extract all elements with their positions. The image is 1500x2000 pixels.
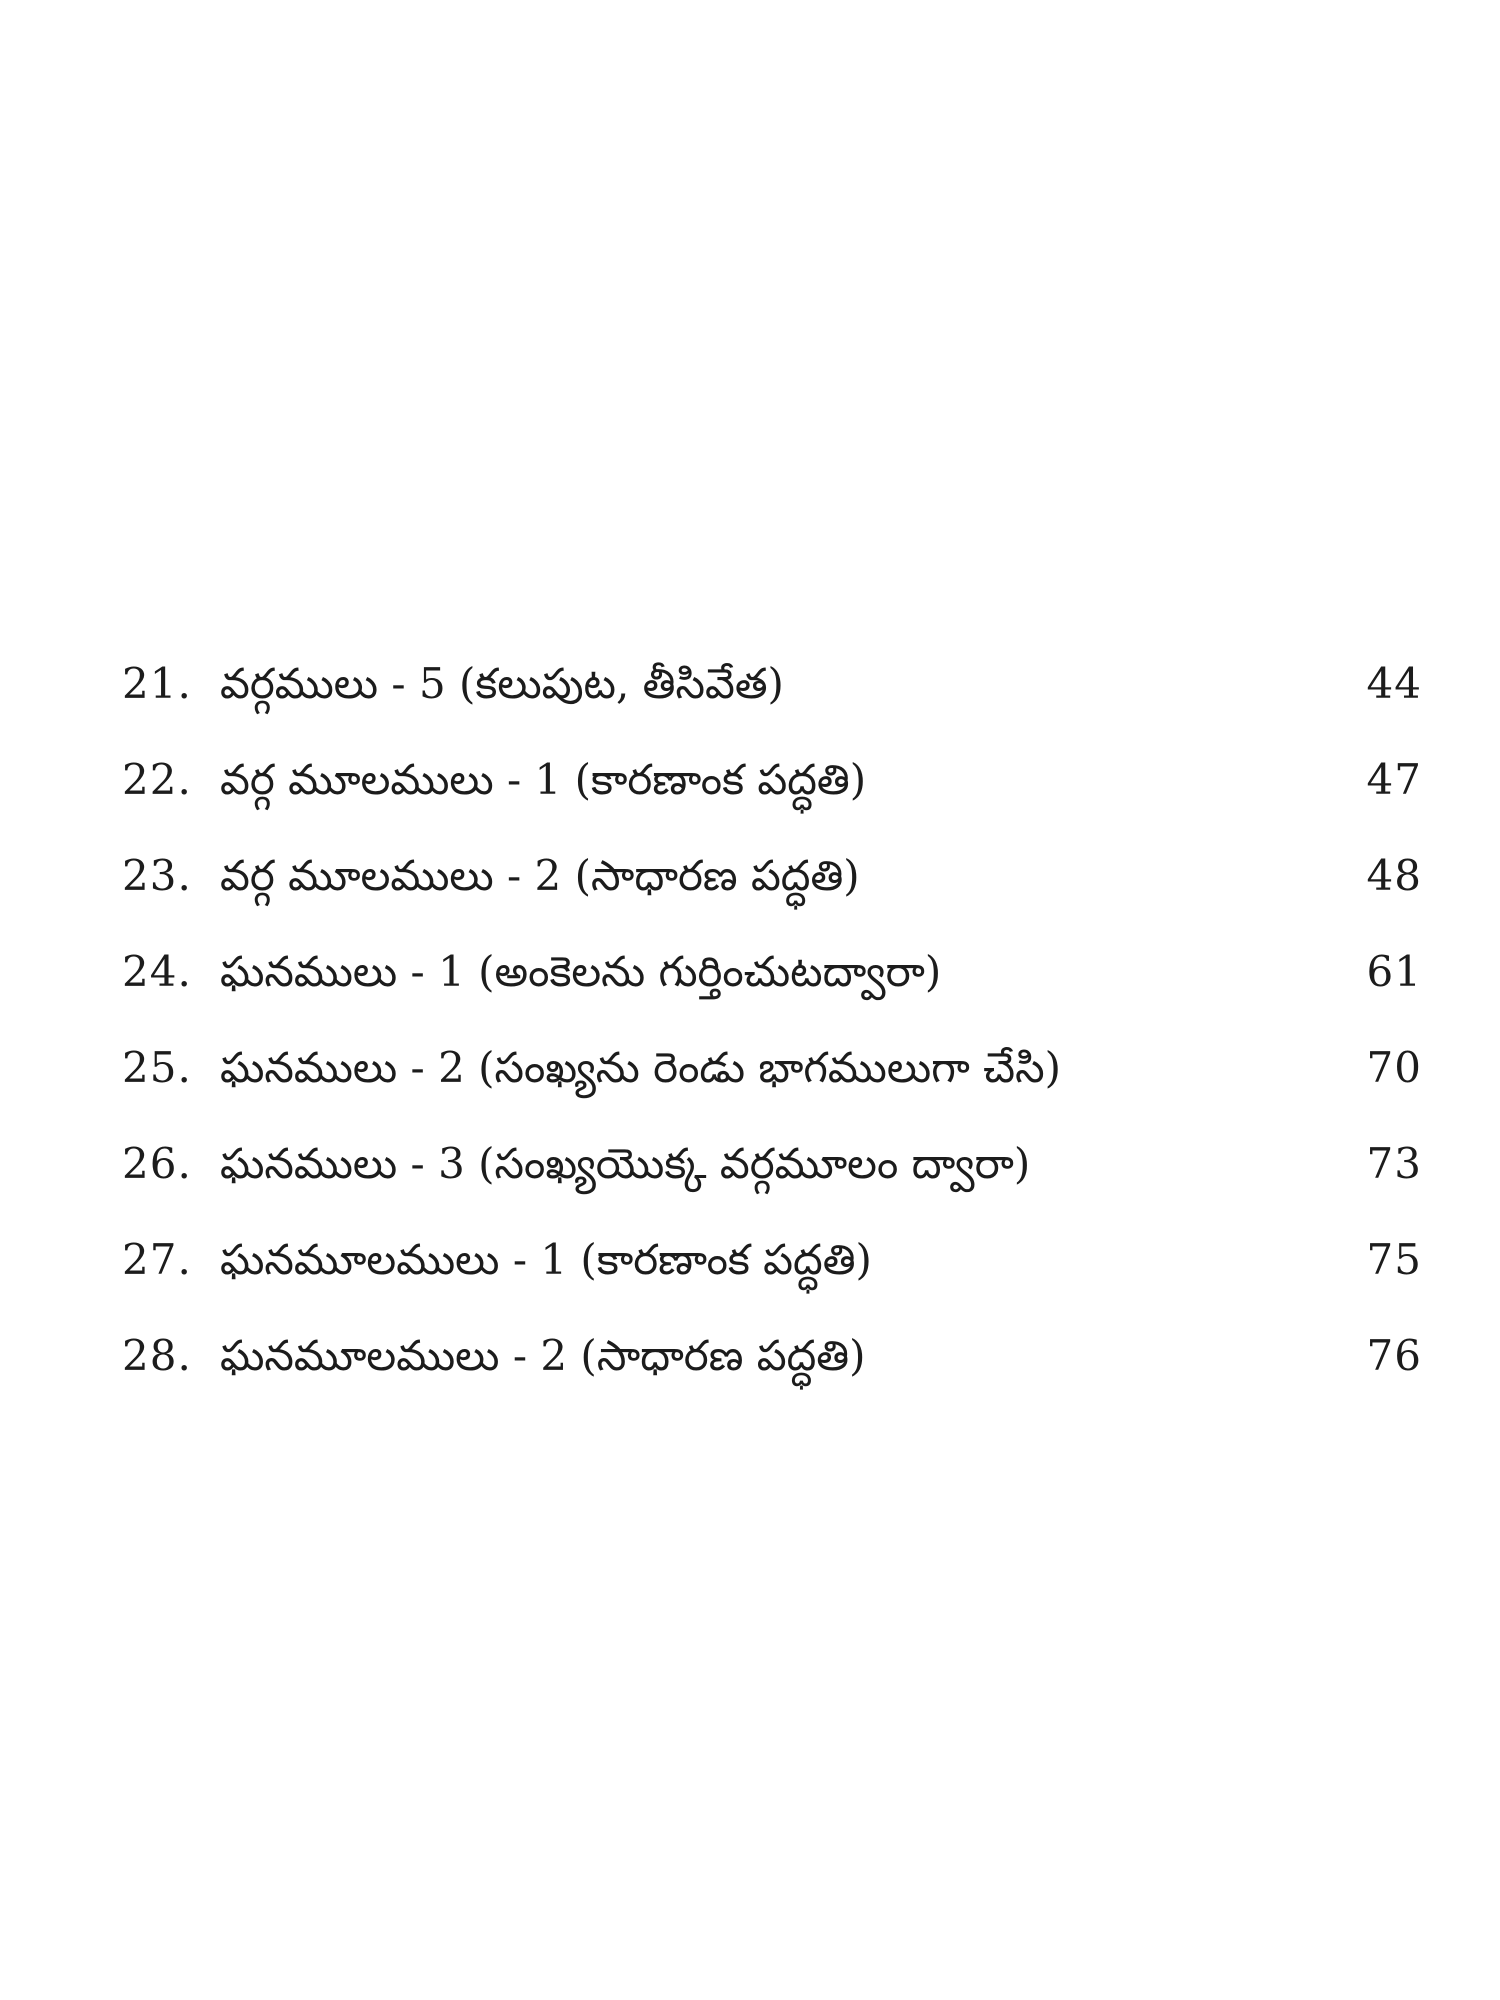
entry-number: 23. xyxy=(122,851,192,900)
toc-entry-28[interactable] xyxy=(122,1308,1422,1404)
toc-entry-21[interactable] xyxy=(122,636,1422,732)
entry-number: 27. xyxy=(122,1235,192,1284)
entry-title: వర్గ మూలములు - 2 (సాధారణ పద్ధతి) xyxy=(220,851,860,900)
entry-title: ఘనమూలములు - 2 (సాధారణ పద్ధతి) xyxy=(220,1331,866,1380)
entry-page-number: 76 xyxy=(1366,1331,1422,1380)
entry-title: ఘనములు - 2 (సంఖ్యను రెండు భాగములుగా చేసి) xyxy=(220,1043,1061,1092)
toc-entry-26[interactable] xyxy=(122,1116,1422,1212)
entry-page-number: 75 xyxy=(1366,1235,1422,1284)
toc-entry-24[interactable] xyxy=(122,924,1422,1020)
entry-page-number: 73 xyxy=(1366,1139,1422,1188)
toc-entry-22[interactable] xyxy=(122,732,1422,828)
entry-title: ఘనములు - 1 (అంకెలను గుర్తించుటద్వారా) xyxy=(220,947,942,996)
entry-number: 28. xyxy=(122,1331,192,1380)
entry-page-number: 70 xyxy=(1366,1043,1422,1092)
entry-page-number: 44 xyxy=(1366,659,1422,708)
toc-entry-23[interactable] xyxy=(122,828,1422,924)
entry-number: 21. xyxy=(122,659,192,708)
toc-entry-27[interactable] xyxy=(122,1212,1422,1308)
entry-title: వర్గములు - 5 (కలుపుట, తీసివేత) xyxy=(220,659,784,708)
table-of-contents xyxy=(122,636,1422,1404)
entry-number: 22. xyxy=(122,755,192,804)
entry-title: ఘనమూలములు - 1 (కారణాంక పద్ధతి) xyxy=(220,1235,872,1284)
toc-entry-25[interactable] xyxy=(122,1020,1422,1116)
entry-number: 24. xyxy=(122,947,192,996)
entry-number: 25. xyxy=(122,1043,192,1092)
entry-page-number: 47 xyxy=(1366,755,1422,804)
entry-title: ఘనములు - 3 (సంఖ్యయొక్క వర్గమూలం ద్వారా) xyxy=(220,1139,1031,1188)
entry-page-number: 48 xyxy=(1366,851,1422,900)
entry-number: 26. xyxy=(122,1139,192,1188)
entry-page-number: 61 xyxy=(1366,947,1422,996)
entry-title: వర్గ మూలములు - 1 (కారణాంక పద్ధతి) xyxy=(220,755,867,804)
